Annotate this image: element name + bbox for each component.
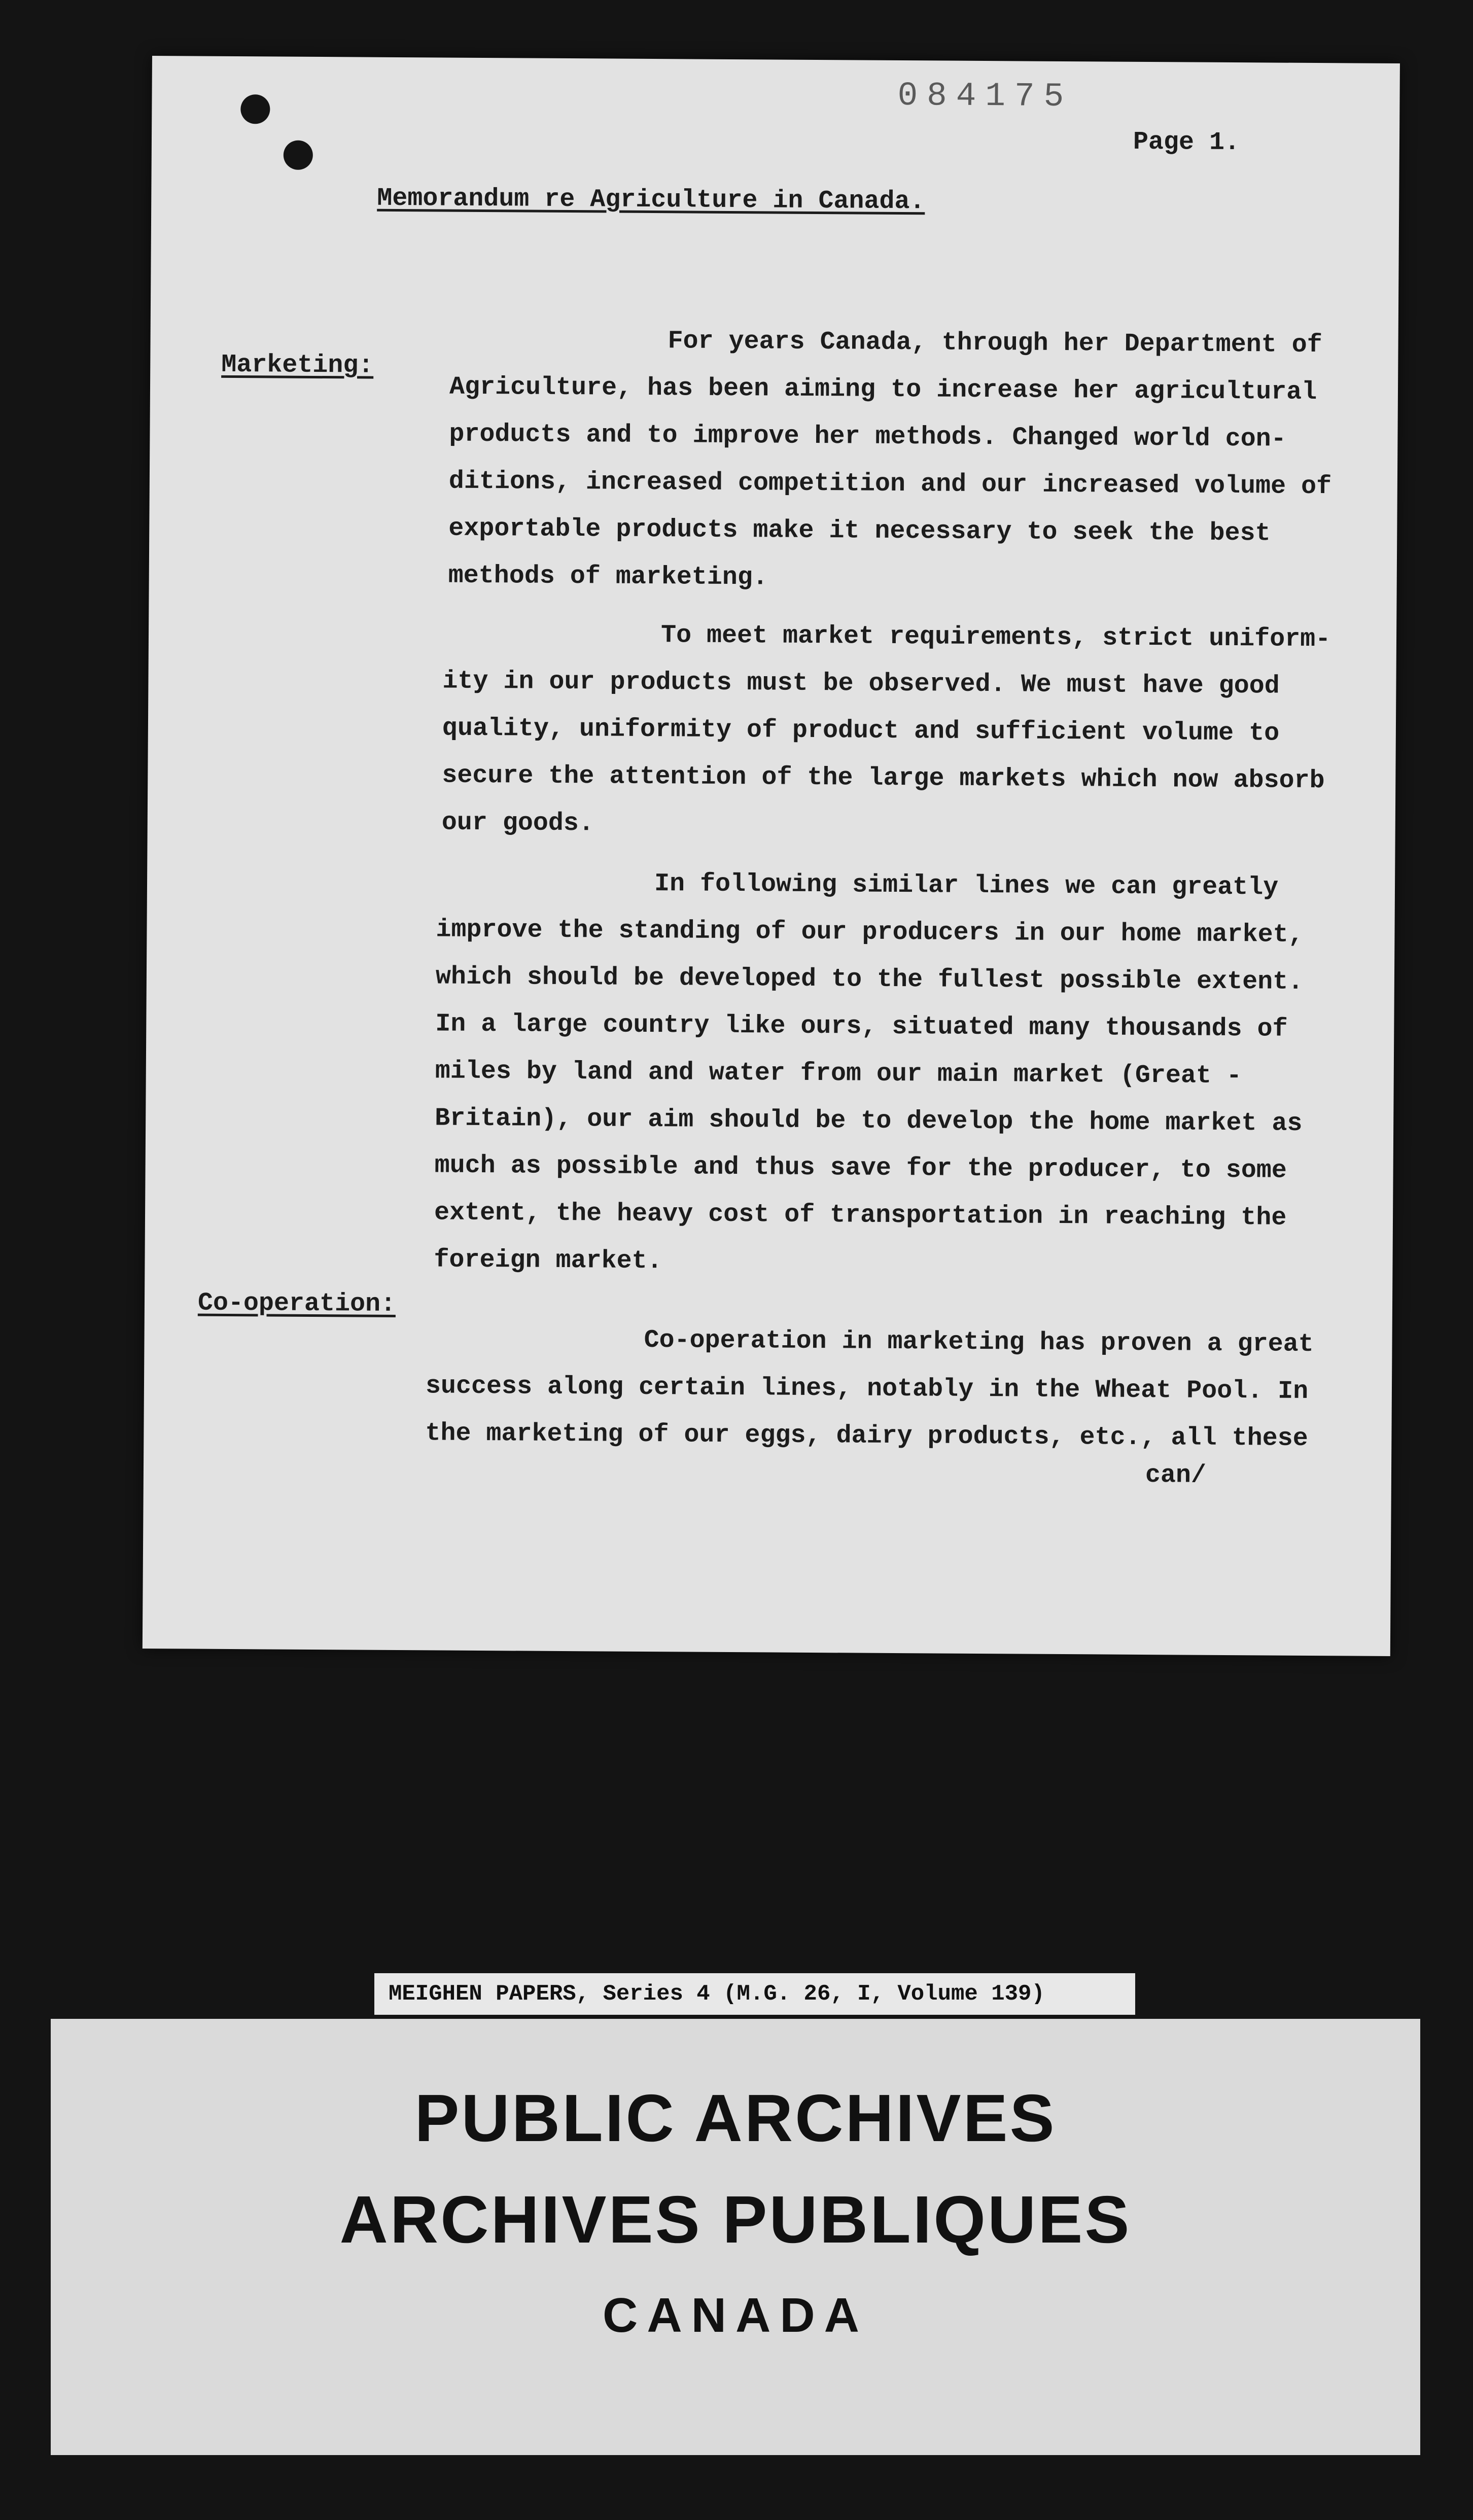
text-line: miles by land and water from our main market (Great -	[435, 1057, 1242, 1091]
document-stamp-number: 084175	[897, 76, 1073, 116]
text-line: success along certain lines, notably in the Wheat Pool. In	[425, 1372, 1309, 1406]
text-line: foreign market.	[434, 1245, 662, 1276]
memorandum-page	[143, 56, 1400, 1656]
text-line: improve the standing of our producers in our home market,	[436, 915, 1304, 950]
text-line: For years Canada, through her Department of	[668, 327, 1322, 360]
text-line: To meet market requirements, strict uniform-	[660, 621, 1331, 654]
text-line: the marketing of our eggs, dairy products, etc., all these	[425, 1419, 1308, 1453]
punch-hole-1	[240, 94, 270, 124]
collection-label-strip: MEIGHEN PAPERS, Series 4 (M.G. 26, I, Volume 139)	[374, 1973, 1135, 2015]
continuation-word: can/	[1145, 1461, 1207, 1490]
text-line: Agriculture, has been aiming to increase her agricultural	[449, 372, 1317, 407]
text-line: Britain), our aim should be to develop the home market as	[435, 1104, 1303, 1138]
archives-title-english: PUBLIC ARCHIVES	[414, 2081, 1057, 2155]
text-line: our goods.	[441, 808, 594, 838]
paragraph-co-operation	[425, 1315, 1314, 1462]
text-line: secure the attention of the large markets which now absorb	[442, 761, 1325, 796]
text-line: ditions, increased competition and our increased volume of	[448, 467, 1332, 502]
text-line: methods of marketing.	[448, 561, 768, 592]
text-line: which should be developed to the fullest possible extent.	[435, 962, 1304, 997]
text-line: ity in our products must be observed. We must have good	[442, 667, 1280, 701]
archives-country: CANADA	[603, 2288, 868, 2342]
text-line: exportable products make it necessary to seek the best	[448, 514, 1271, 548]
section-label-co-operation: Co-operation:	[197, 1288, 396, 1319]
text-line: Co-operation in marketing has proven a great	[644, 1325, 1314, 1359]
text-line: In following similar lines we can greatly	[654, 869, 1279, 902]
paragraph-marketing-2	[441, 611, 1330, 852]
page-number: Page 1.	[1133, 127, 1240, 158]
text-line: much as possible and thus save for the producer, to some	[434, 1151, 1287, 1185]
memorandum-title: Memorandum re Agriculture in Canada.	[377, 184, 925, 217]
section-label-marketing: Marketing:	[221, 350, 374, 380]
text-line: quality, uniformity of product and sufficient volume to	[442, 714, 1280, 748]
punch-hole-2	[284, 141, 313, 170]
archives-card	[51, 2019, 1420, 2455]
paragraph-marketing-3	[434, 859, 1304, 1288]
text-line: In a large country like ours, situated many thousands of	[435, 1009, 1288, 1044]
text-line: products and to improve her methods. Changed world con-	[449, 419, 1286, 454]
archives-title-french: ARCHIVES PUBLIQUES	[339, 2182, 1132, 2257]
paragraph-marketing-1	[448, 317, 1332, 605]
text-line: extent, the heavy cost of transportation in reaching the	[434, 1198, 1287, 1233]
